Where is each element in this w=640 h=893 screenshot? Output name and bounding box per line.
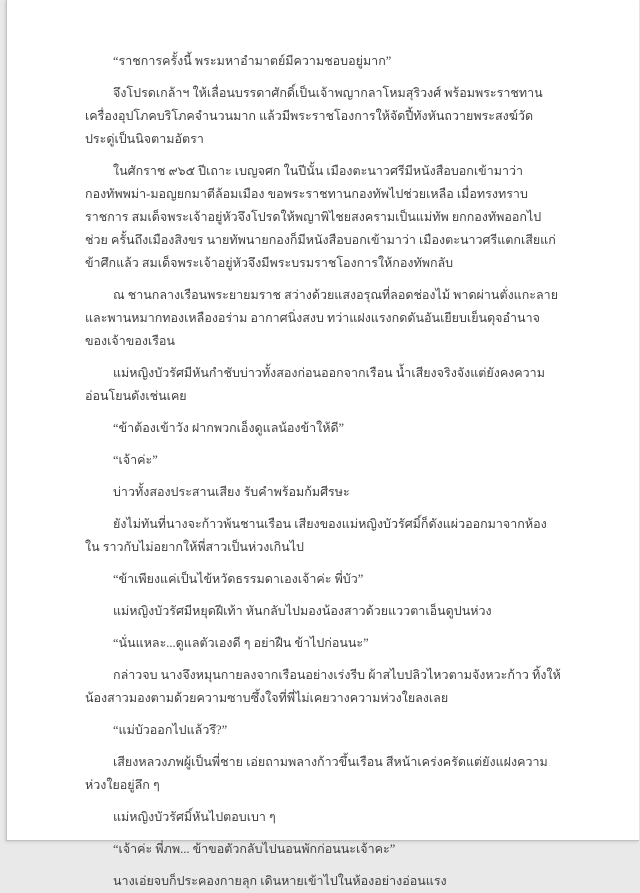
text-content: [7, 0, 639, 888]
paragraph: บ่าวทั้งสองประสานเสียง รับคำพร้อมก้มศีรษะ: [113, 485, 350, 499]
paragraph: “ข้าเพียงแค่เป็นไข้หวัดธรรมดาเองเจ้าค่ะ พี่บัว”: [113, 572, 364, 586]
paragraph: “ราชการครั้งนี้ พระมหาอำมาตย์มีความชอบอยู่มาก”: [113, 54, 392, 68]
paragraph: “แม่บัวออกไปแล้วรึ?”: [113, 723, 228, 737]
paragraph: ในศักราช ๙๖๕ ปีเถาะ เบญจศก ในปีนั้น เมืองตะนาวศรีมีหนังสือบอกเข้ามาว่า กองทัพพม่า-มอญยกมาตีล้อมเมือง ขอพระราชทานกองทัพไปช่วยเหลือ เมื่อทรงทราบราชการ สมเด็จพระเจ้าอยู่หัวจึงโปรดให้พญาพิไชยสงครามเป็นแม่ทัพ ยกกองทัพออกไปช่วย ครั้นถึงเมืองสิงขร นายทัพนายกองก็มีหนังสือบอกเข้ามาว่า เมืองตะนาวศรีแตกเสียแก่ข้าศึกแล้ว สมเด็จพระเจ้าอยู่หัวจึงมีพระบรมราชโองการให้กองทัพกลับ: [85, 164, 556, 270]
paragraph: “ข้าต้องเข้าวัง ฝากพวกเอ็งดูแลน้องข้าให้ดี”: [113, 421, 345, 435]
paragraph: ยังไม่ทันที่นางจะก้าวพ้นชานเรือน เสียงของแม่หญิงบัวรัศมิ์ก็ดังแผ่วออกมาจากห้องใน ราวกับไม่อยากให้พี่สาวเป็นห่วงเกินไป: [85, 517, 547, 554]
paragraph: เสียงหลวงภพผู้เป็นพี่ชาย เอ่ยถามพลางก้าวขึ้นเรือน สีหน้าเคร่งครัดแต่ยังแฝงความห่วงใยอยู่ลึก ๆ: [85, 755, 548, 792]
paragraph: นางเอ่ยจบก็ประคองกายลุก เดินหายเข้าไปในห้องอย่างอ่อนแรง: [113, 874, 447, 888]
paragraph: กล่าวจบ นางจึงหมุนกายลงจากเรือนอย่างเร่งรีบ ผ้าสไบปลิวไหวตามจังหวะก้าว ทิ้งให้น้องสาวมองตามด้วยความซาบซึ้งใจที่พี่ไม่เคยวางความห่วงใยลงเลย: [85, 668, 561, 705]
paragraph: “เจ้าค่ะ พี่ภพ... ข้าขอตัวกลับไปนอนพักก่อนนะเจ้าคะ”: [113, 842, 396, 856]
paragraph: แม่หญิงบัวรัศมีหันกำชับบ่าวทั้งสองก่อนออกจากเรือน น้ำเสียงจริงจังแต่ยังคงความอ่อนโยนดังเช่นเคย: [85, 366, 545, 403]
paragraph: จึงโปรดเกล้าฯ ให้เลื่อนบรรดาศักดิ์เป็นเจ้าพญากลาโหมสุริวงศ์ พร้อมพระราชทานเครื่องอุปโภคบริโภคจำนวนมาก แล้วมีพระราชโองการให้จัดปี้ทังหันถวายพระสงฆ์วัดประดู่เป็นนิจตามอัตรา: [85, 86, 543, 146]
paragraph: แม่หญิงบัวรัศมิ์หันไปตอบเบา ๆ: [113, 810, 276, 824]
paragraph: “นั่นแหละ...ดูแลตัวเองดี ๆ อย่าฝืน ข้าไปก่อนนะ”: [113, 636, 369, 650]
paragraph: ณ ชานกลางเรือนพระยายมราช สว่างด้วยแสงอรุณที่ลอดช่องไม้ พาดผ่านตั่งแกะลายและพานหมากทองเหลืองอร่าม อากาศนิ่งสงบ ทว่าแฝงแรงกดดันอันเยียบเย็นดุจอำนาจของเจ้าของเรือน: [85, 288, 559, 348]
paragraph: แม่หญิงบัวรัศมีหยุดฝีเท้า หันกลับไปมองน้องสาวด้วยแววตาเอ็นดูปนห่วง: [113, 604, 492, 618]
paragraph: “เจ้าค่ะ”: [113, 453, 158, 467]
page: [6, 0, 639, 888]
